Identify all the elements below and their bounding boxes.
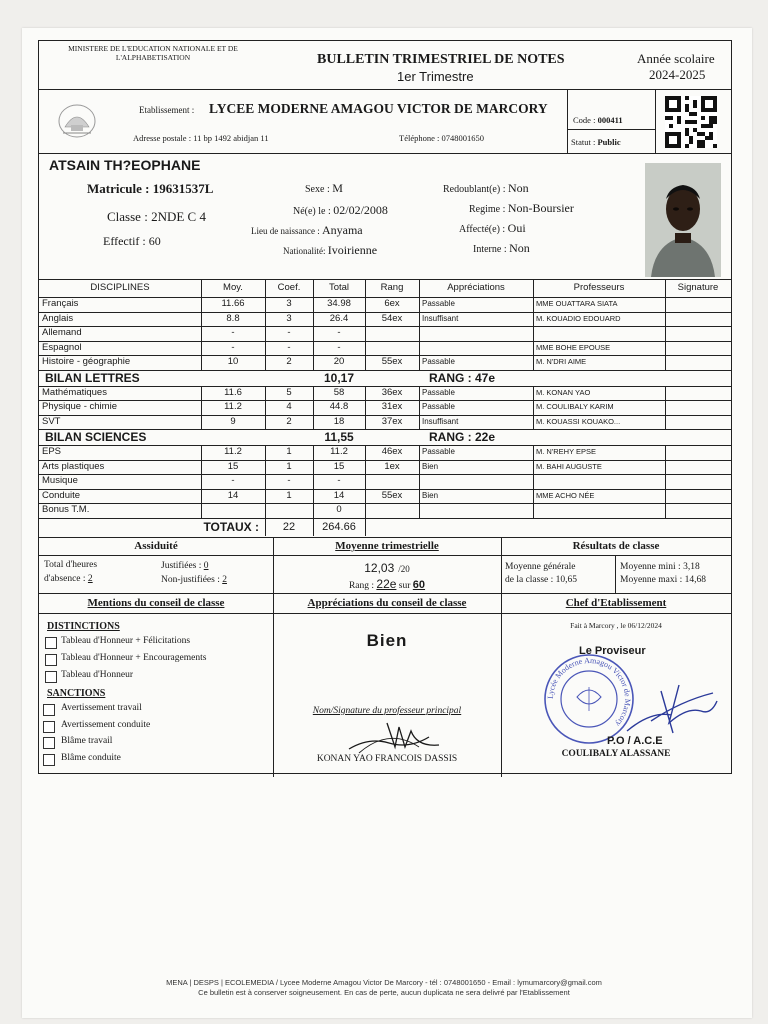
subject-total: 11.2: [330, 446, 348, 457]
classe-label: Classe :: [107, 209, 148, 224]
appreciations-title: Appréciations du conseil de classe: [307, 597, 467, 609]
subject-appreciation: Bien: [422, 461, 439, 471]
average-max-label: Moyenne maxi :: [620, 575, 683, 585]
affecte-row: [459, 221, 526, 236]
subject-teacher: M. N'REHY EPSE: [536, 447, 597, 456]
subject-rank: [365, 326, 419, 341]
bilan-label: BILAN LETTRES: [45, 370, 140, 385]
subject-name: Anglais: [42, 312, 74, 324]
subject-total: 58: [333, 386, 345, 398]
subject-average: 15: [227, 460, 239, 472]
average-min-value: 3,18: [683, 562, 700, 572]
affecte-label: Affecté(e) :: [459, 224, 506, 235]
school-label: Etablissement :: [139, 105, 195, 115]
absence-total-value: 2: [87, 574, 93, 584]
moyenne-sur-label: sur: [398, 581, 411, 591]
phone-value: 0748001650: [441, 133, 484, 143]
subject-total: 15: [333, 460, 345, 472]
subject-rank: 36ex: [381, 386, 403, 398]
subject-name: Arts plastiques: [42, 460, 105, 472]
nationality-row: [283, 243, 377, 258]
subject-rank: [365, 474, 419, 489]
code-label: Code :: [573, 115, 596, 125]
moyenne-value-row: [273, 559, 501, 577]
redoublant-row: [443, 181, 529, 196]
subject-average: 14: [227, 489, 239, 501]
subject-rank: 31ex: [381, 401, 403, 412]
subject-appreciation: Passable: [422, 447, 455, 456]
subject-total: 14: [333, 489, 345, 501]
school-year-label: Année scolaire: [637, 51, 715, 66]
subject-average: -: [231, 327, 235, 338]
moyenne-out-of: /20: [398, 564, 410, 574]
sanction-checkbox[interactable]: [43, 721, 55, 733]
interne-label: Interne :: [473, 244, 507, 255]
col-professeurs: Professeurs: [573, 282, 625, 293]
totals-coef: 22: [282, 520, 296, 533]
subject-coef: 5: [286, 386, 292, 398]
bilan-rank: RANG : 22e: [429, 430, 496, 444]
subject-name: Allemand: [42, 327, 82, 338]
footer-line-1: MENA | DESPS | ECOLEMEDIA / Lycee Moderne Amagou Victor De Marcory - tél : 0748001650 - Email : lymumarcory@gmail.com: [166, 978, 602, 987]
absence-total-label-1: Total d'heures: [44, 560, 98, 570]
subject-name: Espagnol: [42, 341, 82, 353]
classe-value: 2NDE C 4: [151, 209, 206, 224]
subject-rank: 55ex: [381, 356, 403, 367]
effectif-row: [103, 234, 161, 249]
subject-teacher: M. COULIBALY KARIM: [536, 402, 614, 411]
moyenne-rang: 22e: [376, 577, 397, 591]
subject-name: Mathématiques: [42, 386, 107, 398]
class-average-row: [505, 575, 577, 585]
subject-appreciation: Bien: [422, 490, 439, 500]
col-signature: Signature: [677, 282, 719, 293]
subject-name: Français: [42, 298, 79, 309]
subject-teacher: M. KOUASSI KOUAKO...: [536, 416, 621, 426]
sexe-value: M: [332, 181, 343, 195]
subject-rank: [365, 503, 419, 518]
regime-row: [469, 201, 574, 216]
subject-average: 11.2: [224, 401, 242, 412]
totals-total: 264.66: [322, 520, 356, 533]
subject-coef: -: [287, 341, 291, 353]
subject-total: -: [337, 341, 341, 353]
sanction-checkbox[interactable]: [43, 737, 55, 749]
subject-average: 11.2: [224, 446, 242, 457]
born-row: [293, 203, 388, 218]
status-row: [571, 137, 621, 147]
col-total: Total: [328, 282, 350, 293]
subject-coef: 1: [286, 489, 292, 501]
justifiees-row: [161, 561, 209, 571]
col-rang: Rang: [380, 282, 404, 293]
moyenne-title: Moyenne trimestrielle: [335, 540, 439, 552]
subject-rank: 37ex: [381, 415, 403, 427]
class-average-label-2: de la classe :: [505, 575, 554, 585]
subject-coef: 3: [286, 312, 292, 324]
col-moyenne: Moy.: [223, 282, 243, 293]
council-appreciation: Bien: [366, 631, 408, 650]
subject-total: -: [337, 475, 341, 486]
principal-teacher-name: KONAN YAO FRANCOIS DASSIS: [316, 754, 458, 764]
phone-label: Téléphone :: [399, 133, 440, 143]
col-coef: Coef.: [277, 282, 301, 293]
bilan-value: 11,55: [324, 430, 354, 444]
non-justifiees-label: Non-justifiées :: [161, 575, 220, 585]
distinction-checkbox[interactable]: [45, 654, 57, 666]
regime-value: Non-Boursier: [507, 201, 574, 215]
effectif-value: 60: [148, 234, 161, 248]
subject-total: 20: [333, 356, 345, 367]
poace-label: P.O / A.C.E: [607, 735, 663, 747]
status-label: Statut :: [571, 137, 596, 147]
sexe-row: [305, 181, 343, 196]
student-name: ATSAIN TH?EOPHANE: [49, 157, 201, 173]
subject-coef: 1: [286, 446, 292, 457]
interne-row: [473, 241, 530, 256]
subject-name: Physique - chimie: [42, 401, 117, 412]
subject-name: SVT: [42, 415, 61, 427]
place-date: Fait à Marcory , le 06/12/2024: [570, 621, 662, 630]
average-min-label: Moyenne mini :: [620, 562, 681, 572]
average-max-value: 14,68: [684, 575, 707, 585]
born-label: Né(e) le :: [293, 206, 331, 217]
non-justifiees-value: 2: [222, 575, 227, 585]
address-label: Adresse postale :: [133, 133, 192, 143]
subject-average: 11.66: [221, 298, 245, 309]
proviseur-label: Le Proviseur: [579, 645, 646, 657]
classe-row: [107, 209, 206, 225]
matricule-value: 19631537L: [152, 181, 214, 196]
subject-coef: [265, 503, 313, 518]
bilan-value: 10,17: [323, 370, 355, 385]
subject-coef: 1: [286, 460, 292, 472]
resultats-title: Résultats de classe: [572, 540, 660, 552]
subject-average: -: [231, 341, 235, 353]
sanction-label: Avertissement travail: [61, 703, 142, 713]
subject-appreciation: [422, 326, 533, 341]
subject-teacher: M. BAHI AUGUSTE: [536, 461, 602, 471]
subject-coef: -: [287, 475, 291, 486]
school-name: LYCEE MODERNE AMAGOU VICTOR DE MARCORY: [209, 101, 548, 116]
ministry-block: [43, 44, 263, 62]
subject-name: Bonus T.M.: [42, 504, 90, 515]
subject-teacher: [536, 474, 665, 489]
class-average-label-1: Moyenne générale: [505, 562, 576, 572]
class-average-value: 10,65: [555, 575, 578, 585]
student-photo: [645, 163, 721, 277]
stamp-text: Lycée Moderne Amagou Victor de Marcory: [545, 655, 633, 729]
moyenne-rang-row: [273, 577, 501, 591]
col-appreciations: Appréciations: [447, 282, 505, 293]
birthplace-row: [251, 223, 363, 238]
subject-coef: 3: [286, 298, 292, 309]
subject-name: EPS: [42, 446, 62, 457]
subject-total: 34.98: [327, 298, 351, 309]
non-justifiees-row: [161, 575, 227, 585]
distinction-checkbox[interactable]: [45, 671, 57, 683]
ministry-line-1: MINISTERE DE L'EDUCATION NATIONALE ET DE: [68, 44, 238, 53]
absence-total-row: [44, 574, 93, 584]
subject-name: Musique: [42, 475, 78, 486]
subject-appreciation: Insuffisant: [422, 416, 459, 426]
assiduite-title: Assiduité: [134, 540, 178, 552]
subject-average: 8.8: [226, 312, 240, 324]
distinction-label: Tableau d'Honneur + Encouragements: [61, 653, 207, 663]
subject-rank: 54ex: [381, 312, 403, 324]
subject-teacher: MME BOHE EPOUSE: [536, 342, 611, 352]
col-disciplines: DISCIPLINES: [90, 282, 150, 293]
code-value: 000411: [597, 115, 623, 125]
birthplace-value: Anyama: [321, 223, 363, 237]
nationality-value: Ivoirienne: [327, 243, 378, 257]
bilan-rank: RANG : 47e: [429, 370, 496, 385]
mentions-title: Mentions du conseil de classe: [87, 597, 225, 609]
subject-coef: 4: [286, 401, 292, 412]
qr-code-icon: [665, 96, 717, 148]
report-card: [38, 40, 732, 774]
subject-total: -: [337, 327, 341, 338]
affecte-value: Oui: [507, 221, 526, 235]
subject-coef: 2: [286, 415, 292, 427]
subject-teacher: M. N'DRI AIME: [536, 357, 587, 366]
ministry-crest-icon: [55, 101, 99, 141]
principal-signature-label: Nom/Signature du professeur principal: [312, 706, 462, 716]
sanction-label: Avertissement conduite: [61, 719, 151, 730]
code-row: [573, 115, 623, 125]
moyenne-sur: 60: [412, 579, 426, 591]
average-max-row: [620, 575, 706, 585]
born-value: 02/02/2008: [333, 203, 388, 217]
report-period: 1er Trimestre: [397, 69, 474, 84]
subject-teacher: [536, 326, 665, 341]
sanction-checkbox[interactable]: [43, 704, 55, 716]
average-min-row: [620, 562, 700, 572]
distinctions-title: DISTINCTIONS: [47, 621, 120, 632]
justifiees-value: 0: [203, 561, 209, 571]
subject-total: 18: [333, 415, 345, 427]
interne-value: Non: [509, 241, 530, 255]
principal-signature-icon: [339, 717, 449, 757]
phone-row: [399, 133, 484, 143]
sanctions-title: SANCTIONS: [47, 688, 106, 699]
subject-teacher: M. KOUADIO EDOUARD: [536, 313, 621, 323]
subject-appreciation: [422, 341, 533, 356]
subject-rank: 46ex: [381, 446, 403, 457]
ministry-line-2: L'ALPHABETISATION: [115, 53, 191, 62]
matricule-row: [87, 181, 213, 197]
subject-appreciation: Passable: [422, 299, 455, 308]
sexe-label: Sexe :: [305, 184, 330, 195]
subject-rank: 1ex: [384, 460, 400, 472]
status-value: Public: [597, 137, 621, 147]
report-title: BULLETIN TRIMESTRIEL DE NOTES: [317, 52, 565, 67]
subject-average: 9: [230, 415, 236, 427]
matricule-label: Matricule :: [87, 181, 150, 196]
subject-rank: [365, 341, 419, 356]
nationality-label: Nationalité:: [283, 246, 326, 256]
effectif-label: Effectif :: [103, 234, 146, 248]
school-year: 2024-2025: [649, 67, 706, 82]
subject-coef: -: [287, 327, 291, 338]
subject-name: Conduite: [42, 489, 81, 501]
chef-title: Chef d'Etablissement: [565, 597, 667, 609]
subject-average: 11.6: [224, 386, 242, 398]
sanction-label: Blâme travail: [61, 736, 113, 746]
subject-appreciation: Passable: [422, 357, 455, 366]
subject-rank: 55ex: [381, 489, 403, 501]
redoublant-value: Non: [507, 181, 529, 195]
subject-appreciation: Passable: [422, 402, 455, 411]
subject-total: 26.4: [329, 312, 349, 324]
subject-average: 10: [227, 356, 239, 367]
totals-label: TOTAUX :: [203, 519, 259, 534]
sanction-checkbox[interactable]: [43, 754, 55, 766]
proviseur-signature-icon: [621, 671, 721, 741]
address-value: 11 bp 1492 abidjan 11: [193, 133, 269, 143]
redoublant-label: Redoublant(e) :: [443, 184, 506, 195]
subject-total: 0: [336, 504, 342, 515]
distinction-label: Tableau d'Honneur: [61, 670, 134, 680]
sanction-label: Blâme conduite: [61, 752, 121, 763]
birthplace-label: Lieu de naissance :: [251, 226, 320, 236]
subject-total: 44.8: [329, 401, 349, 412]
subject-teacher: MME OUATTARA SIATA: [536, 299, 618, 308]
subject-teacher: MME ACHO NÉE: [536, 490, 595, 500]
subject-name: Histoire - géographie: [42, 356, 131, 367]
address-row: [133, 133, 269, 143]
moyenne-rang-label: Rang :: [348, 581, 375, 591]
subject-appreciation: [422, 503, 533, 518]
subject-coef: 2: [286, 356, 292, 367]
subject-average: -: [231, 475, 235, 486]
subject-teacher: M. KONAN YAO: [536, 387, 591, 397]
subject-teacher: [536, 503, 665, 518]
subject-average: [201, 503, 265, 518]
subject-appreciation: Insuffisant: [422, 313, 459, 323]
distinction-label: Tableau d'Honneur + Félicitations: [61, 636, 191, 646]
moyenne-value: 12,03: [364, 561, 395, 575]
subject-rank: 6ex: [384, 298, 400, 309]
subject-appreciation: [422, 474, 533, 489]
regime-label: Regime :: [469, 204, 506, 215]
footer-line-2: Ce bulletin est à conserver soigneusement. En cas de perte, aucun duplicata ne sera delivré par l'Etablissement: [198, 988, 570, 997]
distinction-checkbox[interactable]: [45, 637, 57, 649]
absence-total-label-2: d'absence :: [44, 574, 86, 584]
proviseur-name: COULIBALY ALASSANE: [561, 749, 671, 759]
subject-appreciation: Passable: [422, 387, 455, 397]
bilan-label: BILAN SCIENCES: [45, 430, 147, 444]
justifiees-label: Justifiées :: [161, 561, 202, 571]
